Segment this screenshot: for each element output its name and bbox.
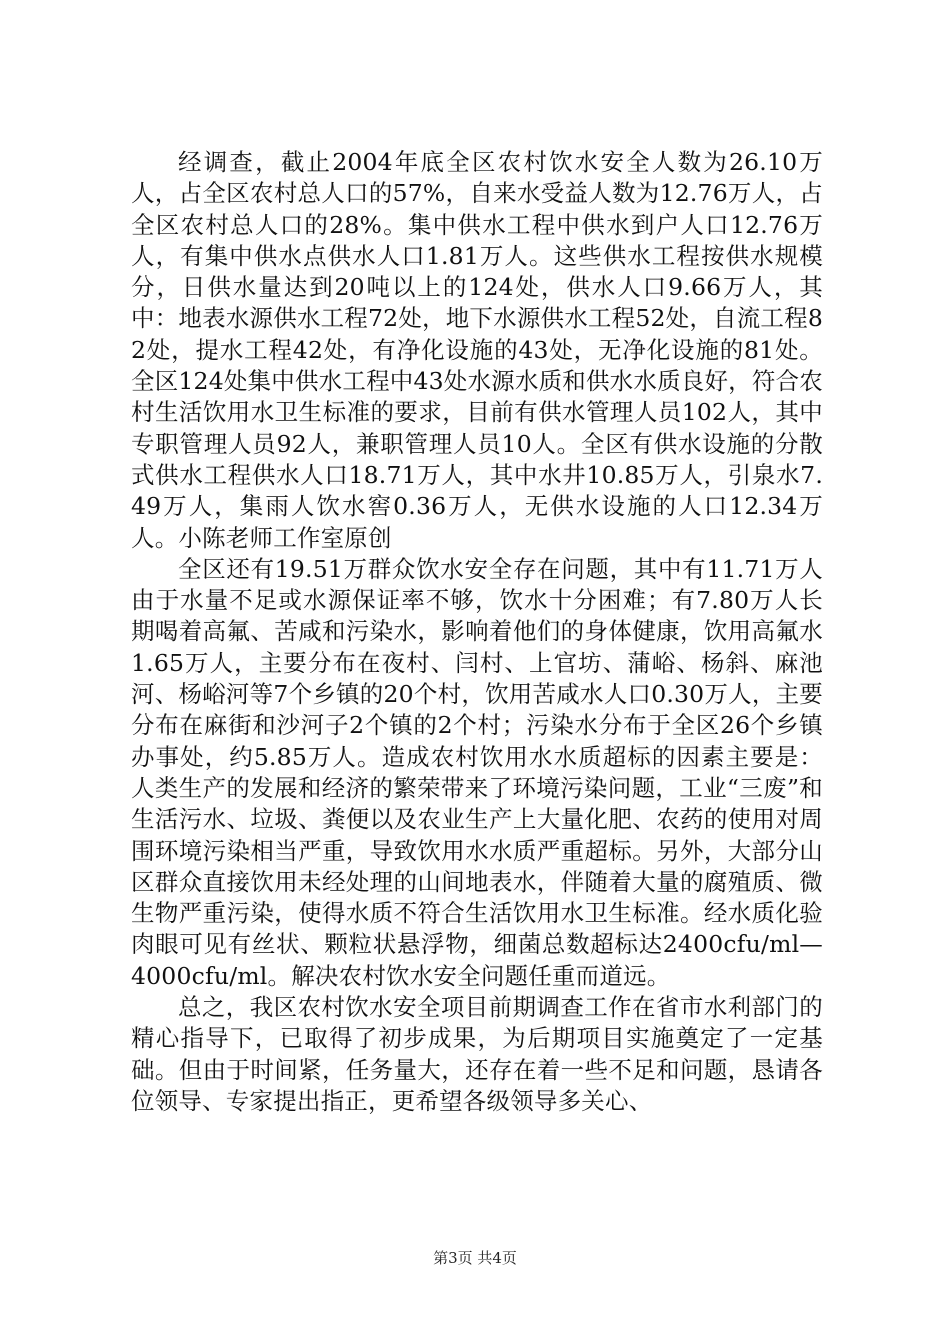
paragraph-conclusion: 总之，我区农村饮水安全项目前期调查工作在省市水利部门的精心指导下，已取得了初步成果，为后期项目实施奠定了一定基础。但由于时间紧，任务量大，还存在着一些不足和问题，恳请各位领导、专家提出指正，更希望各级领导多关心、: [131, 993, 823, 1115]
page-number-footer: 第3页 共4页: [433, 1249, 517, 1267]
paragraph-survey-results: 经调查，截止2004年底全区农村饮水安全人数为26.10万人，占全区农村总人口的57%，自来水受益人数为12.76万人，占全区农村总人口的28%。集中供水工程中供水到户人口12.76万人，有集中供水点供水人口1.81万人。这些供水工程按供水规模分，日供水量达到20吨以上的124处，供水人口9.66万人，其中：地表水源供水工程72处，地下水源供水工程52处，自流工程82处，提水工程42处，有净化设施的43处，无净化设施的81处。全区124处集中供水工程中43处水源水质和供水水质良好，符合农村生活饮用水卫生标准的要求，目前有供水管理人员102人，其中专职管理人员92人，兼职管理人员10人。全区有供水设施的分散式供水工程供水人口18.71万人，其中水井10.85万人，引泉水7.49万人，集雨人饮水窖0.36万人，无供水设施的人口12.34万人。小陈老师工作室原创: [131, 148, 823, 552]
paragraph-water-problems: 全区还有19.51万群众饮水安全存在问题，其中有11.71万人由于水量不足或水源保证率不够，饮水十分困难；有7.80万人长期喝着高氟、苦咸和污染水，影响着他们的身体健康，饮用高氟水1.65万人，主要分布在夜村、闫村、上官坊、蒲峪、杨斜、麻池河、杨峪河等7个乡镇的20个村，饮用苦咸水人口0.30万人，主要分布在麻街和沙河子2个镇的2个村；污染水分布于全区26个乡镇办事处，约5.85万人。造成农村饮用水水质超标的因素主要是：人类生产的发展和经济的繁荣带来了环境污染问题，工业“三废”和生活污水、垃圾、粪便以及农业生产上大量化肥、农药的使用对周围环境污染相当严重，导致饮用水水质严重超标。另外，大部分山区群众直接饮用未经处理的山间地表水，伴随着大量的腐殖质、微生物严重污染，使得水质不符合生活饮用水卫生标准。经水质化验肉眼可见有丝状、颗粒状悬浮物，细菌总数超标达2400cfu/ml—4000cfu/ml。解决农村饮水安全问题任重而道远。: [131, 554, 823, 990]
document-body: [131, 147, 823, 1117]
